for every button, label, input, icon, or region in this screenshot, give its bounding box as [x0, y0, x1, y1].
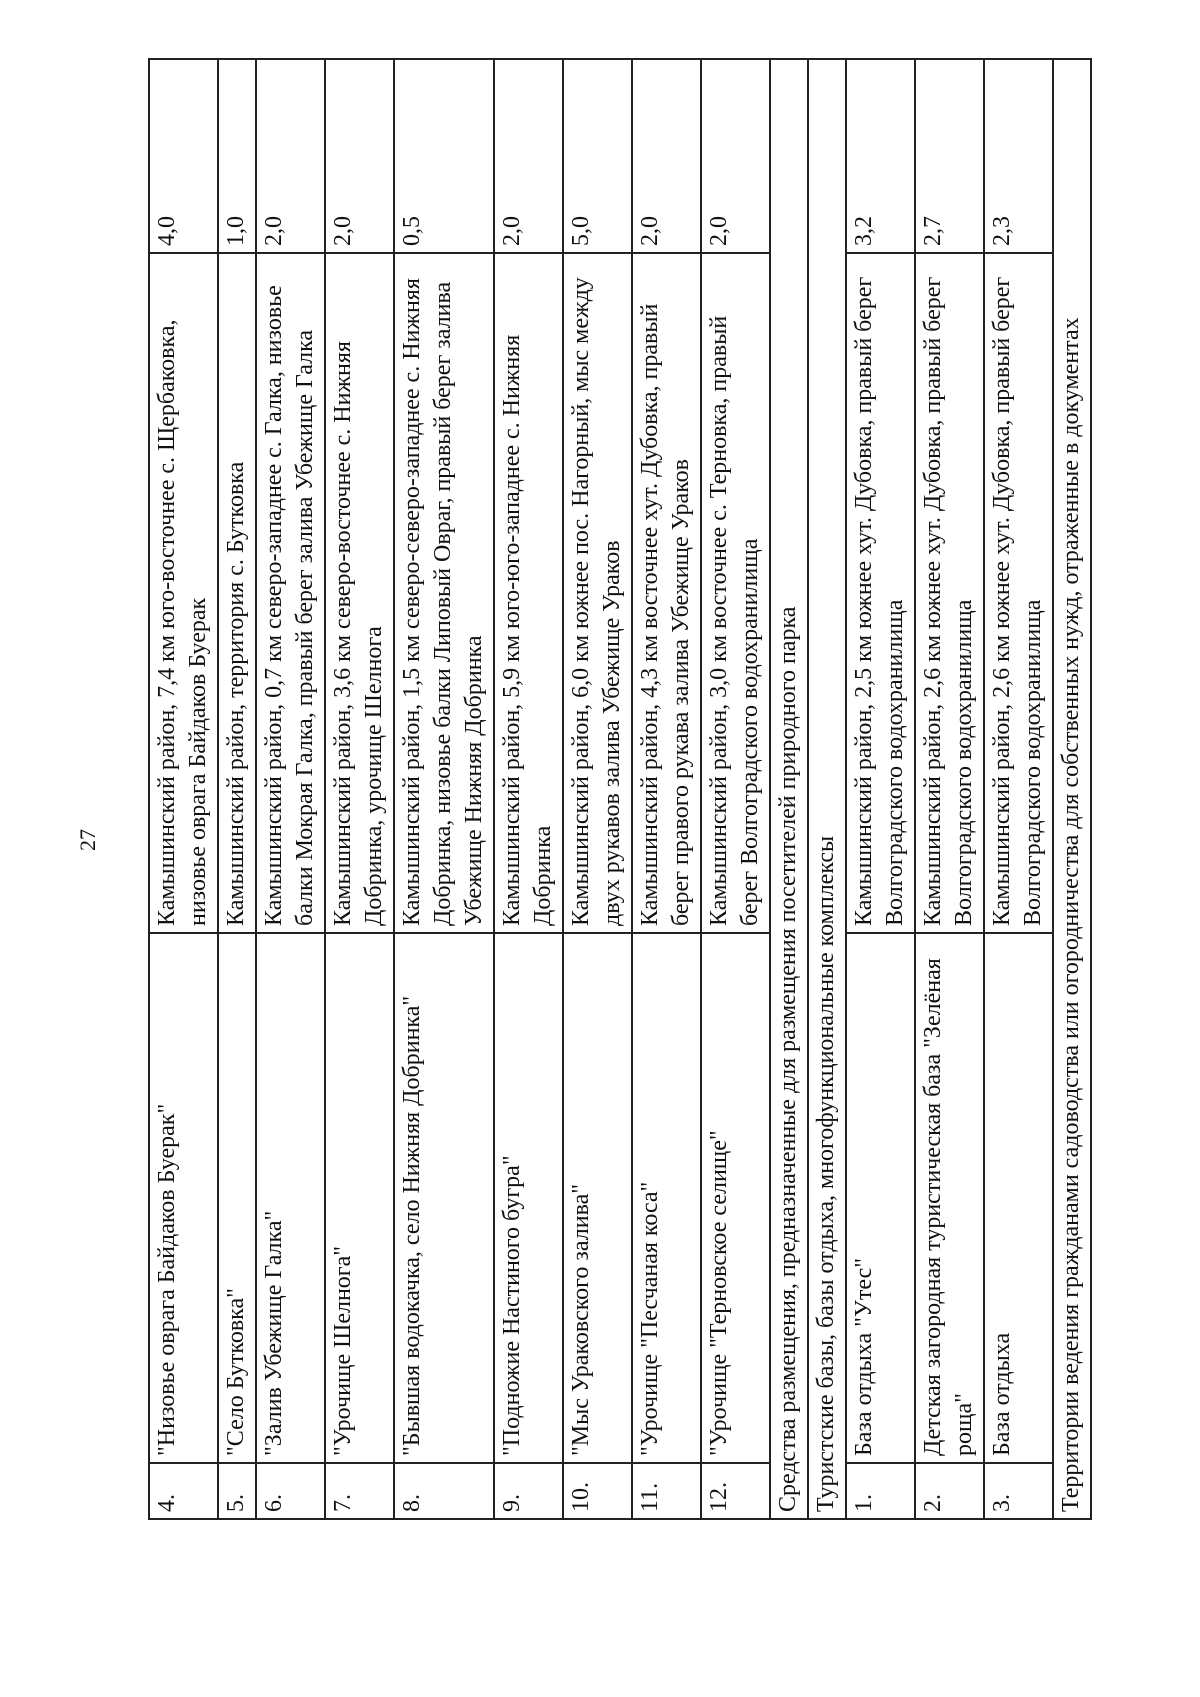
object-location: Камышинский район, 0,7 км северо-западнее с. Галка, низовье балки Мокрая Галка, правый берег залива Убежище Галка — [256, 253, 325, 933]
table-row — [915, 59, 984, 1519]
object-area: 0,5 — [394, 59, 494, 253]
object-area: 2,3 — [984, 59, 1053, 253]
object-area: 2,0 — [325, 59, 394, 253]
object-name: "Бывшая водокачка, село Нижняя Добринка" — [394, 933, 494, 1463]
section-heading-gardening: Территории ведения гражданами садоводства или огородничества для собственных нужд, отраженные в документах — [1053, 59, 1091, 1519]
table-body — [149, 59, 1091, 1519]
object-name: "Урочище Шелнога" — [325, 933, 394, 1463]
table-row — [632, 59, 701, 1519]
object-area: 2,0 — [632, 59, 701, 253]
object-area: 4,0 — [149, 59, 218, 253]
object-area: 2,0 — [494, 59, 563, 253]
row-number: 4. — [149, 1463, 218, 1519]
section-row — [1053, 59, 1091, 1519]
object-name: "Урочище "Песчаная коса" — [632, 933, 701, 1463]
object-location: Камышинский район, 2,5 км южнее хут. Дубовка, правый берег Волгоградского водохранилища — [846, 253, 915, 933]
object-location: Камышинский район, 4,3 км восточнее хут. Дубовка, правый берег правого рукава залива Убежище Ураков — [632, 253, 701, 933]
object-name: "Мыс Ураковского залива" — [563, 933, 632, 1463]
object-name: "Залив Убежище Галка" — [256, 933, 325, 1463]
table-row — [701, 59, 770, 1519]
object-area: 2,0 — [701, 59, 770, 253]
row-number: 12. — [701, 1463, 770, 1519]
rotated-page-content — [148, 60, 1092, 1520]
row-number: 3. — [984, 1463, 1053, 1519]
table-row — [325, 59, 394, 1519]
table-row — [846, 59, 915, 1519]
object-location: Камышинский район, 2,6 км южнее хут. Дубовка, правый берег Волгоградского водохранилища — [915, 253, 984, 933]
object-area: 2,7 — [915, 59, 984, 253]
section-row — [770, 59, 808, 1519]
row-number: 10. — [563, 1463, 632, 1519]
object-location: Камышинский район, 1,5 км северо-северо-западнее с. Нижняя Добринка, низовье балки Липовый Овраг, правый берег залива Убежище Нижняя Добринка — [394, 253, 494, 933]
row-number: 6. — [256, 1463, 325, 1519]
object-area: 3,2 — [846, 59, 915, 253]
object-location: Камышинский район, 2,6 км южнее хут. Дубовка, правый берег Волгоградского водохранилища — [984, 253, 1053, 933]
page-number: 27 — [75, 829, 100, 851]
object-area: 5,0 — [563, 59, 632, 253]
table-row — [394, 59, 494, 1519]
object-location: Камышинский район, 3,0 км восточнее с. Терновка, правый берег Волгоградского водохранилища — [701, 253, 770, 933]
object-name: "Село Бутковка" — [218, 933, 256, 1463]
table-row — [256, 59, 325, 1519]
object-name: Детская загородная туристическая база "Зелёная роща" — [915, 933, 984, 1463]
object-area: 1,0 — [218, 59, 256, 253]
row-number: 9. — [494, 1463, 563, 1519]
object-name: База отдыха — [984, 933, 1053, 1463]
table-row — [563, 59, 632, 1519]
object-location: Камышинский район, 7,4 км юго-восточнее с. Щербаковка, низовье оврага Байдаков Буерак — [149, 253, 218, 933]
object-area: 2,0 — [256, 59, 325, 253]
object-name: "Низовье оврага Байдаков Буерак" — [149, 933, 218, 1463]
table-row — [494, 59, 563, 1519]
object-location: Камышинский район, 5,9 км юго-юго-западнее с. Нижняя Добринка — [494, 253, 563, 933]
row-number: 7. — [325, 1463, 394, 1519]
object-name: "Подножие Настиного бугра" — [494, 933, 563, 1463]
table-row — [218, 59, 256, 1519]
object-location: Камышинский район, 3,6 км северо-восточнее с. Нижняя Добринка, урочище Шелнога — [325, 253, 394, 933]
section-heading-tourist-bases: Туристские базы, базы отдыха, многофункциональные комплексы — [808, 59, 846, 1519]
section-row — [808, 59, 846, 1519]
object-location: Камышинский район, территория с. Бутковка — [218, 253, 256, 933]
object-location: Камышинский район, 6,0 км южнее пос. Нагорный, мыс между двух рукавов залива Убежище Ураков — [563, 253, 632, 933]
object-name: База отдыха "Утес" — [846, 933, 915, 1463]
row-number: 1. — [846, 1463, 915, 1519]
object-name: "Урочище "Терновское селище" — [701, 933, 770, 1463]
row-number: 5. — [218, 1463, 256, 1519]
row-number: 8. — [394, 1463, 494, 1519]
table-row — [984, 59, 1053, 1519]
table-row — [149, 59, 218, 1519]
row-number: 2. — [915, 1463, 984, 1519]
objects-table — [148, 58, 1092, 1520]
section-heading-accommodation: Средства размещения, предназначенные для размещения посетителей природного парка — [770, 59, 808, 1519]
row-number: 11. — [632, 1463, 701, 1519]
